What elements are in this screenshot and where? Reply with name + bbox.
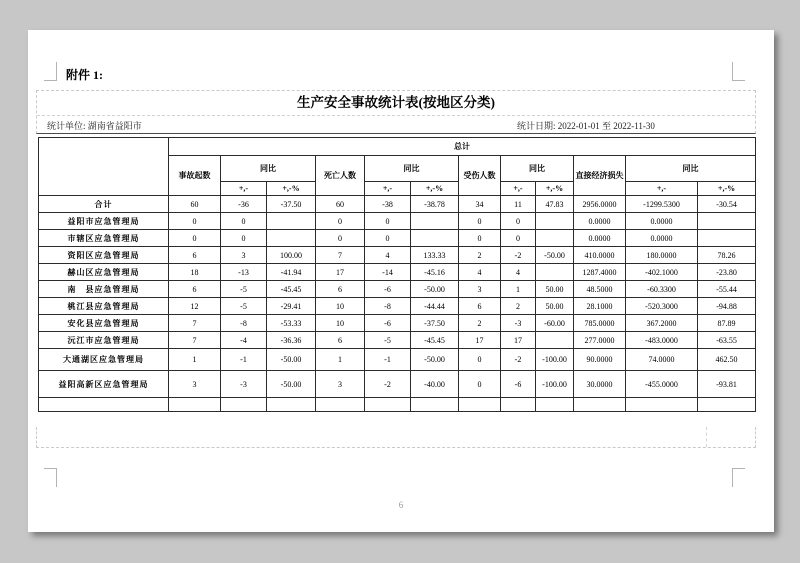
value-cell: 0 bbox=[459, 230, 501, 247]
col-header-plus-minus: +,- bbox=[365, 182, 411, 196]
value-cell: 90.0000 bbox=[574, 349, 626, 371]
value-cell: 0 bbox=[169, 213, 221, 230]
value-cell: 0 bbox=[221, 213, 267, 230]
attachment-label: 附件 1: bbox=[66, 68, 103, 82]
value-cell: 4 bbox=[365, 247, 411, 264]
value-cell: -36.36 bbox=[267, 332, 316, 349]
total-group-header: 总计 bbox=[169, 138, 756, 156]
value-cell: -6 bbox=[365, 315, 411, 332]
col-header-yoy-loss: 同比 bbox=[626, 156, 756, 182]
value-cell: 1287.4000 bbox=[574, 264, 626, 281]
value-cell: 1 bbox=[501, 281, 536, 298]
table-row bbox=[39, 315, 756, 332]
value-cell: 17 bbox=[501, 332, 536, 349]
margin-mark-top-left-icon bbox=[44, 62, 57, 81]
value-cell: 0 bbox=[501, 213, 536, 230]
value-cell: -60.3300 bbox=[626, 281, 698, 298]
value-cell: -23.80 bbox=[698, 264, 756, 281]
value-cell: 78.26 bbox=[698, 247, 756, 264]
value-cell: 3 bbox=[221, 247, 267, 264]
value-cell: -483.0000 bbox=[626, 332, 698, 349]
table-row bbox=[39, 332, 756, 349]
page-title: 生产安全事故统计表(按地区分类) bbox=[37, 91, 755, 116]
value-cell: 133.33 bbox=[411, 247, 459, 264]
value-cell: -38 bbox=[365, 196, 411, 213]
table-row bbox=[39, 230, 756, 247]
value-cell: -53.33 bbox=[267, 315, 316, 332]
value-cell: 0.0000 bbox=[574, 213, 626, 230]
layout-grid-divider bbox=[706, 427, 708, 447]
value-cell: -36 bbox=[221, 196, 267, 213]
region-cell: 资阳区应急管理局 bbox=[39, 247, 169, 264]
value-cell: 3 bbox=[316, 371, 365, 398]
value-cell bbox=[536, 264, 574, 281]
value-cell bbox=[536, 230, 574, 247]
value-cell: 3 bbox=[459, 281, 501, 298]
value-cell: 2 bbox=[459, 247, 501, 264]
value-cell: -6 bbox=[365, 281, 411, 298]
value-cell: 6 bbox=[316, 281, 365, 298]
value-cell: -455.0000 bbox=[626, 371, 698, 398]
region-cell: 益阳高新区应急管理局 bbox=[39, 371, 169, 398]
value-cell: -60.00 bbox=[536, 315, 574, 332]
value-cell: -50.00 bbox=[267, 371, 316, 398]
value-cell: 1 bbox=[169, 349, 221, 371]
value-cell: -63.55 bbox=[698, 332, 756, 349]
header-row-total bbox=[39, 138, 756, 156]
value-cell: 6 bbox=[169, 281, 221, 298]
region-cell: 大通湖区应急管理局 bbox=[39, 349, 169, 371]
value-cell: -13 bbox=[221, 264, 267, 281]
value-cell: 7 bbox=[169, 332, 221, 349]
value-cell: -30.54 bbox=[698, 196, 756, 213]
value-cell bbox=[698, 213, 756, 230]
value-cell: -37.50 bbox=[411, 315, 459, 332]
region-cell: 南 县应急管理局 bbox=[39, 281, 169, 298]
value-cell: 50.00 bbox=[536, 298, 574, 315]
value-cell: -45.45 bbox=[267, 281, 316, 298]
value-cell: 0.0000 bbox=[626, 213, 698, 230]
title-block bbox=[36, 90, 756, 134]
value-cell bbox=[501, 398, 536, 412]
col-header-accidents: 事故起数 bbox=[169, 156, 221, 196]
value-cell: 4 bbox=[501, 264, 536, 281]
value-cell: 6 bbox=[459, 298, 501, 315]
value-cell: 74.0000 bbox=[626, 349, 698, 371]
value-cell: 0.0000 bbox=[574, 230, 626, 247]
value-cell bbox=[536, 332, 574, 349]
table-row bbox=[39, 213, 756, 230]
value-cell bbox=[574, 398, 626, 412]
value-cell: 60 bbox=[169, 196, 221, 213]
region-cell: 合计 bbox=[39, 196, 169, 213]
value-cell: 87.89 bbox=[698, 315, 756, 332]
region-cell: 赫山区应急管理局 bbox=[39, 264, 169, 281]
value-cell: 0 bbox=[501, 230, 536, 247]
value-cell bbox=[626, 398, 698, 412]
value-cell: -5 bbox=[221, 281, 267, 298]
value-cell: -14 bbox=[365, 264, 411, 281]
margin-mark-bottom-left-icon bbox=[44, 468, 57, 487]
value-cell bbox=[267, 398, 316, 412]
value-cell: 2 bbox=[501, 298, 536, 315]
value-cell: -93.81 bbox=[698, 371, 756, 398]
value-cell: -402.1000 bbox=[626, 264, 698, 281]
value-cell: 0 bbox=[459, 371, 501, 398]
value-cell: 0 bbox=[316, 213, 365, 230]
value-cell: 30.0000 bbox=[574, 371, 626, 398]
value-cell: 6 bbox=[169, 247, 221, 264]
stat-date-label: 统计日期: 2022-01-01 至 2022-11-30 bbox=[517, 121, 655, 131]
value-cell bbox=[411, 213, 459, 230]
value-cell: 48.5000 bbox=[574, 281, 626, 298]
value-cell: 2 bbox=[459, 315, 501, 332]
value-cell: -94.88 bbox=[698, 298, 756, 315]
page-number: 6 bbox=[398, 500, 404, 510]
margin-mark-bottom-right-icon bbox=[732, 468, 745, 487]
table-row bbox=[39, 349, 756, 371]
value-cell: 0 bbox=[316, 230, 365, 247]
table-body bbox=[39, 196, 756, 412]
value-cell: -3 bbox=[221, 371, 267, 398]
value-cell: 0 bbox=[365, 230, 411, 247]
value-cell: -3 bbox=[501, 315, 536, 332]
value-cell: -100.00 bbox=[536, 371, 574, 398]
value-cell: -2 bbox=[501, 349, 536, 371]
region-cell: 沅江市应急管理局 bbox=[39, 332, 169, 349]
table-row bbox=[39, 371, 756, 398]
col-header-injured: 受伤人数 bbox=[459, 156, 501, 196]
value-cell: 50.00 bbox=[536, 281, 574, 298]
value-cell: 7 bbox=[316, 247, 365, 264]
col-header-plus-minus: +,- bbox=[626, 182, 698, 196]
value-cell: 100.00 bbox=[267, 247, 316, 264]
value-cell bbox=[365, 398, 411, 412]
col-header-plus-minus-pct: +,-% bbox=[698, 182, 756, 196]
value-cell: 1 bbox=[316, 349, 365, 371]
value-cell bbox=[536, 398, 574, 412]
col-header-plus-minus: +,- bbox=[501, 182, 536, 196]
col-header-yoy-deaths: 同比 bbox=[365, 156, 459, 182]
value-cell: 2956.0000 bbox=[574, 196, 626, 213]
value-cell: 785.0000 bbox=[574, 315, 626, 332]
value-cell: -41.94 bbox=[267, 264, 316, 281]
value-cell: -6 bbox=[501, 371, 536, 398]
value-cell: 6 bbox=[316, 332, 365, 349]
value-cell bbox=[411, 398, 459, 412]
region-cell bbox=[39, 398, 169, 412]
value-cell: -2 bbox=[501, 247, 536, 264]
stat-unit-label: 统计单位: 湖南省益阳市 bbox=[47, 121, 142, 131]
document-page bbox=[28, 30, 774, 532]
value-cell bbox=[698, 230, 756, 247]
table-row bbox=[39, 196, 756, 213]
value-cell: 18 bbox=[169, 264, 221, 281]
value-cell: 7 bbox=[169, 315, 221, 332]
region-cell: 桃江县应急管理局 bbox=[39, 298, 169, 315]
value-cell bbox=[221, 398, 267, 412]
value-cell: -37.50 bbox=[267, 196, 316, 213]
value-cell: 0 bbox=[459, 213, 501, 230]
value-cell: 367.2000 bbox=[626, 315, 698, 332]
value-cell: 60 bbox=[316, 196, 365, 213]
value-cell: -1299.5300 bbox=[626, 196, 698, 213]
col-header-yoy-injured: 同比 bbox=[501, 156, 574, 182]
table-row bbox=[39, 398, 756, 412]
value-cell bbox=[267, 230, 316, 247]
statistics-info-row bbox=[37, 116, 755, 134]
value-cell: -1 bbox=[221, 349, 267, 371]
statistics-table bbox=[38, 137, 756, 412]
value-cell: -38.78 bbox=[411, 196, 459, 213]
value-cell bbox=[267, 213, 316, 230]
value-cell: -44.44 bbox=[411, 298, 459, 315]
col-header-plus-minus-pct: +,-% bbox=[411, 182, 459, 196]
value-cell: 12 bbox=[169, 298, 221, 315]
value-cell: 0 bbox=[221, 230, 267, 247]
col-header-loss: 直接经济损失 bbox=[574, 156, 626, 196]
value-cell: -8 bbox=[365, 298, 411, 315]
value-cell: -50.00 bbox=[411, 349, 459, 371]
region-cell: 市辖区应急管理局 bbox=[39, 230, 169, 247]
col-header-plus-minus-pct: +,-% bbox=[536, 182, 574, 196]
value-cell: 10 bbox=[316, 298, 365, 315]
value-cell: 0 bbox=[459, 349, 501, 371]
value-cell: -1 bbox=[365, 349, 411, 371]
value-cell: 277.0000 bbox=[574, 332, 626, 349]
value-cell: 28.1000 bbox=[574, 298, 626, 315]
region-cell: 益阳市应急管理局 bbox=[39, 213, 169, 230]
value-cell: 10 bbox=[316, 315, 365, 332]
table-row bbox=[39, 247, 756, 264]
value-cell: -29.41 bbox=[267, 298, 316, 315]
value-cell bbox=[316, 398, 365, 412]
value-cell: -40.00 bbox=[411, 371, 459, 398]
value-cell: 17 bbox=[459, 332, 501, 349]
region-column-header bbox=[39, 138, 169, 196]
col-header-plus-minus-pct: +,-% bbox=[267, 182, 316, 196]
value-cell: 180.0000 bbox=[626, 247, 698, 264]
table-row bbox=[39, 264, 756, 281]
col-header-plus-minus: +,- bbox=[221, 182, 267, 196]
value-cell: -2 bbox=[365, 371, 411, 398]
value-cell: 462.50 bbox=[698, 349, 756, 371]
value-cell: 410.0000 bbox=[574, 247, 626, 264]
value-cell bbox=[169, 398, 221, 412]
value-cell: -100.00 bbox=[536, 349, 574, 371]
table-row bbox=[39, 281, 756, 298]
table-row bbox=[39, 298, 756, 315]
value-cell: -55.44 bbox=[698, 281, 756, 298]
value-cell bbox=[698, 398, 756, 412]
value-cell: 17 bbox=[316, 264, 365, 281]
layout-grid-strip bbox=[36, 427, 756, 448]
value-cell: 34 bbox=[459, 196, 501, 213]
value-cell bbox=[459, 398, 501, 412]
value-cell: 4 bbox=[459, 264, 501, 281]
value-cell: -50.00 bbox=[411, 281, 459, 298]
value-cell: -50.00 bbox=[536, 247, 574, 264]
region-cell: 安化县应急管理局 bbox=[39, 315, 169, 332]
value-cell: 0 bbox=[365, 213, 411, 230]
value-cell bbox=[411, 230, 459, 247]
col-header-deaths: 死亡人数 bbox=[316, 156, 365, 196]
value-cell bbox=[536, 213, 574, 230]
value-cell: -50.00 bbox=[267, 349, 316, 371]
value-cell: 3 bbox=[169, 371, 221, 398]
col-header-yoy-accidents: 同比 bbox=[221, 156, 316, 182]
value-cell: -520.3000 bbox=[626, 298, 698, 315]
value-cell: -45.45 bbox=[411, 332, 459, 349]
value-cell: 0 bbox=[169, 230, 221, 247]
margin-mark-top-right-icon bbox=[732, 62, 745, 81]
value-cell: -5 bbox=[221, 298, 267, 315]
value-cell: 0.0000 bbox=[626, 230, 698, 247]
value-cell: 47.83 bbox=[536, 196, 574, 213]
value-cell: 11 bbox=[501, 196, 536, 213]
value-cell: -45.16 bbox=[411, 264, 459, 281]
value-cell: -5 bbox=[365, 332, 411, 349]
value-cell: -4 bbox=[221, 332, 267, 349]
value-cell: -8 bbox=[221, 315, 267, 332]
